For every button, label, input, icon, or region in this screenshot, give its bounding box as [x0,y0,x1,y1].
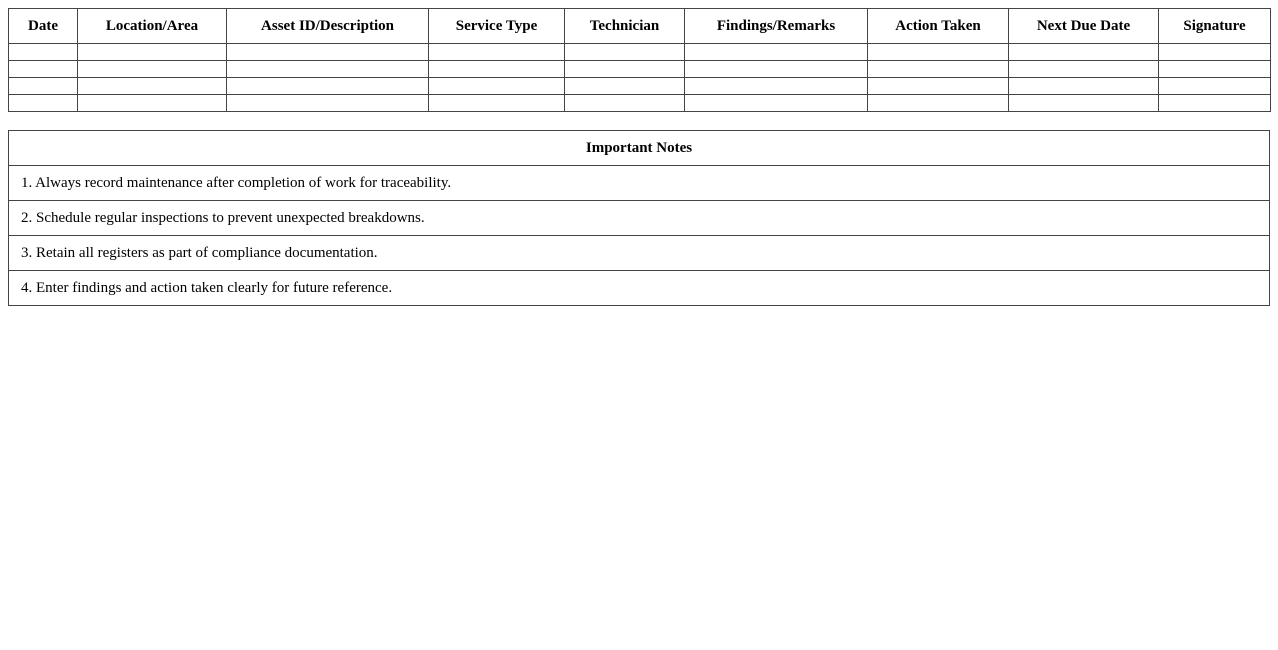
column-header-date: Date [9,9,78,44]
table-cell[interactable] [868,95,1009,112]
note-text: 3. Retain all registers as part of compliance documentation. [9,236,1270,271]
notes-header-row [9,131,1270,166]
table-cell[interactable] [227,44,429,61]
table-cell[interactable] [685,78,868,95]
note-text: 1. Always record maintenance after completion of work for traceability. [9,166,1270,201]
table-cell[interactable] [429,95,565,112]
column-header-action-taken: Action Taken [868,9,1009,44]
list-item [9,201,1270,236]
table-cell[interactable] [1009,44,1159,61]
column-header-asset: Asset ID/Description [227,9,429,44]
notes-title: Important Notes [9,131,1270,166]
table-cell[interactable] [565,61,685,78]
table-row [9,61,1271,78]
table-cell[interactable] [9,78,78,95]
maintenance-register-table [8,8,1271,112]
table-cell[interactable] [1159,44,1271,61]
table-cell[interactable] [227,95,429,112]
column-header-signature: Signature [1159,9,1271,44]
table-cell[interactable] [9,61,78,78]
note-text: 2. Schedule regular inspections to prevent unexpected breakdowns. [9,201,1270,236]
table-cell[interactable] [565,44,685,61]
table-row [9,78,1271,95]
table-row [9,44,1271,61]
note-text: 4. Enter findings and action taken clearly for future reference. [9,271,1270,306]
table-cell[interactable] [1009,61,1159,78]
table-cell[interactable] [78,61,227,78]
table-cell[interactable] [1159,61,1271,78]
table-cell[interactable] [78,78,227,95]
table-cell[interactable] [429,61,565,78]
list-item [9,166,1270,201]
table-cell[interactable] [78,44,227,61]
table-cell[interactable] [685,44,868,61]
column-header-location: Location/Area [78,9,227,44]
table-cell[interactable] [78,95,227,112]
table-cell[interactable] [9,44,78,61]
column-header-findings: Findings/Remarks [685,9,868,44]
table-cell[interactable] [685,95,868,112]
table-cell[interactable] [1009,95,1159,112]
table-cell[interactable] [565,95,685,112]
table-cell[interactable] [565,78,685,95]
table-cell[interactable] [429,78,565,95]
table-cell[interactable] [868,44,1009,61]
table-cell[interactable] [868,78,1009,95]
table-cell[interactable] [1159,78,1271,95]
table-cell[interactable] [1009,78,1159,95]
table-cell[interactable] [429,44,565,61]
table-cell[interactable] [1159,95,1271,112]
register-header-row [9,9,1271,44]
list-item [9,271,1270,306]
column-header-next-due-date: Next Due Date [1009,9,1159,44]
table-row [9,95,1271,112]
table-cell[interactable] [868,61,1009,78]
table-cell[interactable] [685,61,868,78]
list-item [9,236,1270,271]
table-cell[interactable] [227,61,429,78]
table-cell[interactable] [9,95,78,112]
column-header-technician: Technician [565,9,685,44]
column-header-service-type: Service Type [429,9,565,44]
table-cell[interactable] [227,78,429,95]
important-notes-table [8,130,1270,306]
